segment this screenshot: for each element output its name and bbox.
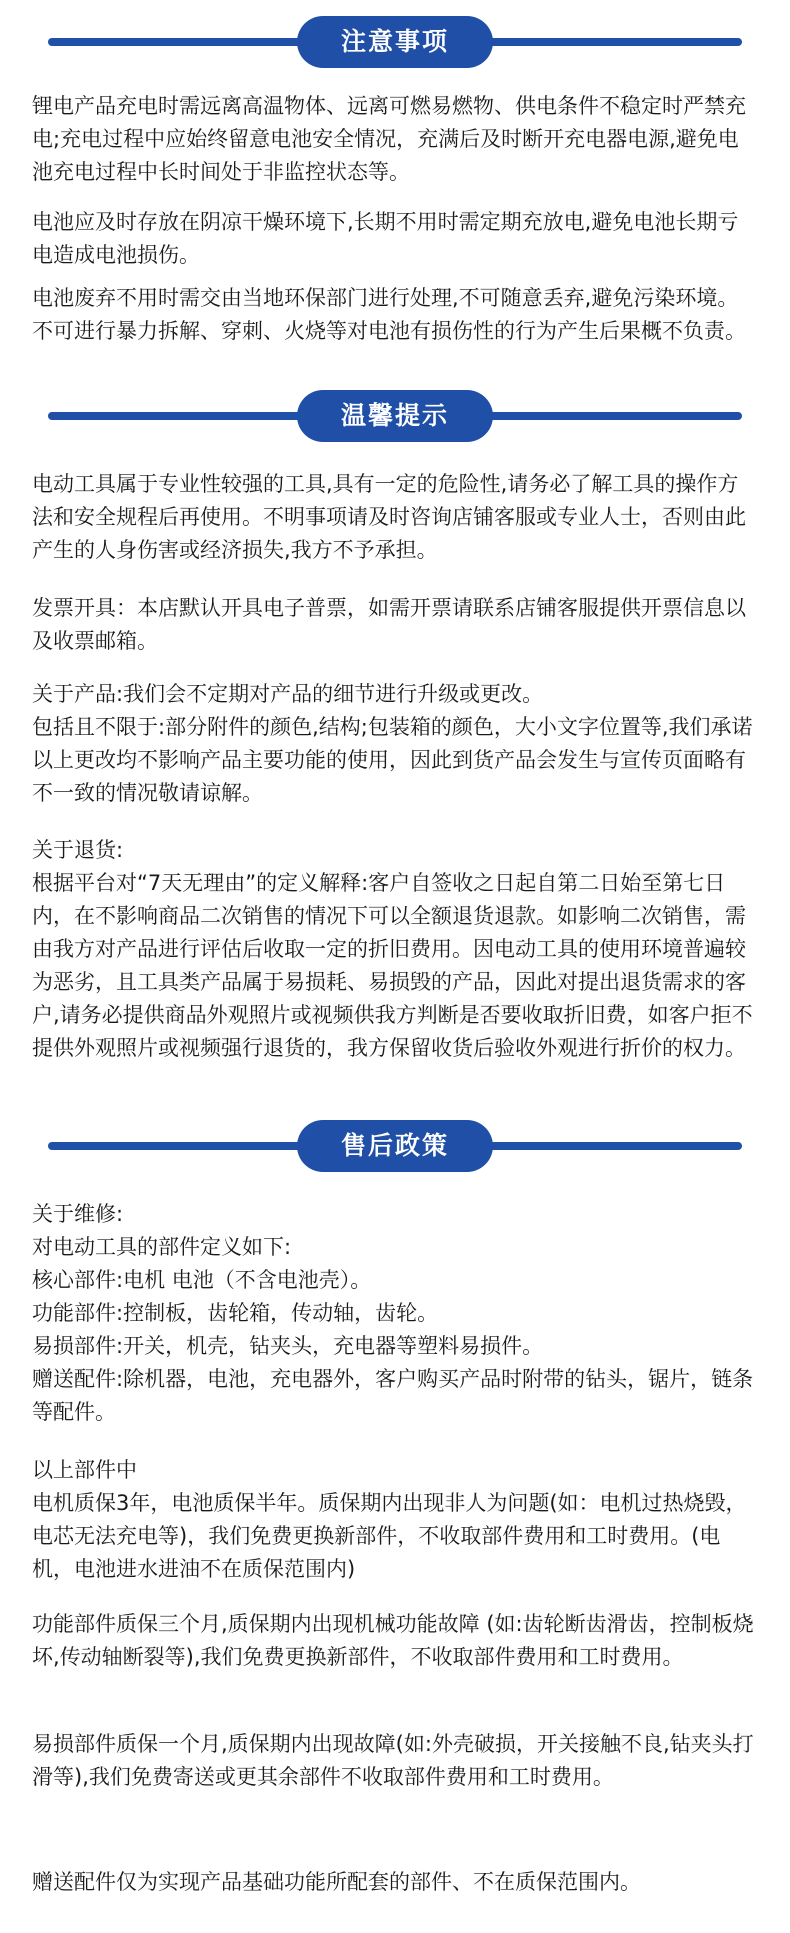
paragraph: 易损部件质保一个月,质保期内出现故障(如:外壳破损，开关接触不良,钻夹头打滑等),我们免费寄送或更其余部件不收取部件费用和工时费用。 xyxy=(32,1732,754,1789)
section-header-aftersales xyxy=(0,1116,790,1176)
paragraph: 关于维修: 对电动工具的部件定义如下: 核心部件:电机 电池（不含电池壳）。 功能部件:控制板，齿轮箱，传动轴，齿轮。 易损部件:开关，机壳，钻夹头，充电器等塑料易损件。 赠送配件:除机器，电池，充电器外，客户购买产品时附带的钻头，锯片，链条等配件。 xyxy=(32,1202,754,1424)
section-title: 售后政策 xyxy=(297,1120,493,1172)
paragraph: 电池废弃不用时需交由当地环保部门进行处理,不可随意丢弃,避免污染环境。不可进行暴力拆解、穿刺、火烧等对电池有损伤性的行为产生后果概不负责。 xyxy=(32,286,746,343)
paragraph: 锂电产品充电时需远离高温物体、远离可燃易燃物、供电条件不稳定时严禁充电;充电过程中应始终留意电池安全情况，充满后及时断开充电器电源,避免电池充电过程中长时间处于非监控状态等。 xyxy=(32,94,746,184)
section-header-notice xyxy=(0,12,790,72)
paragraph: 功能部件质保三个月,质保期内出现机械功能故障 (如:齿轮断齿滑齿，控制板烧坏,传动轴断裂等),我们免费更换新部件，不收取部件费用和工时费用。 xyxy=(32,1612,754,1669)
section-header-tips xyxy=(0,386,790,446)
paragraph: 关于产品:我们会不定期对产品的细节进行升级或更改。 包括且不限于:部分附件的颜色,结构;包装箱的颜色，大小文字位置等,我们承诺以上更改均不影响产品主要功能的使用，因此到货产品会发生与宣传页面略有不一致的情况敬请谅解。 xyxy=(32,682,753,805)
paragraph: 关于退货: 根据平台对“7天无理由”的定义解释:客户自签收之日起自第二日始至第七日内，在不影响商品二次销售的情况下可以全额退货退款。如影响二次销售，需由我方对产品进行评估后收取一定的折旧费用。因电动工具的使用环境普遍较为恶劣，且工具类产品属于易损耗、易损毁的产品，因此对提出退货需求的客户,请务必提供商品外观照片或视频供我方判断是否要收取折旧费，如客户拒不提供外观照片或视频强行退货的，我方保留收货后验收外观进行折价的权力。 xyxy=(32,838,753,1060)
paragraph: 电动工具属于专业性较强的工具,具有一定的危险性,请务必了解工具的操作方法和安全规程后再使用。不明事项请及时咨询店铺客服或专业人士，否则由此产生的人身伤害或经济损失,我方不予承担。 xyxy=(32,472,746,562)
paragraph: 赠送配件仅为实现产品基础功能所配套的部件、不在质保范围内。 xyxy=(32,1870,641,1894)
paragraph: 发票开具：本店默认开具电子普票，如需开票请联系店铺客服提供开票信息以及收票邮箱。 xyxy=(32,596,746,653)
section-title: 注意事项 xyxy=(297,16,493,68)
paragraph: 电池应及时存放在阴凉干燥环境下,长期不用时需定期充放电,避免电池长期亏电造成电池损伤。 xyxy=(32,210,739,267)
section-title: 温馨提示 xyxy=(297,390,493,442)
paragraph: 以上部件中 电机质保3年，电池质保半年。质保期内出现非人为问题(如：电机过热烧毁，电芯无法充电等)，我们免费更换新部件，不收取部件费用和工时费用。(电机，电池进水进油不在质保范围内) xyxy=(32,1458,747,1581)
